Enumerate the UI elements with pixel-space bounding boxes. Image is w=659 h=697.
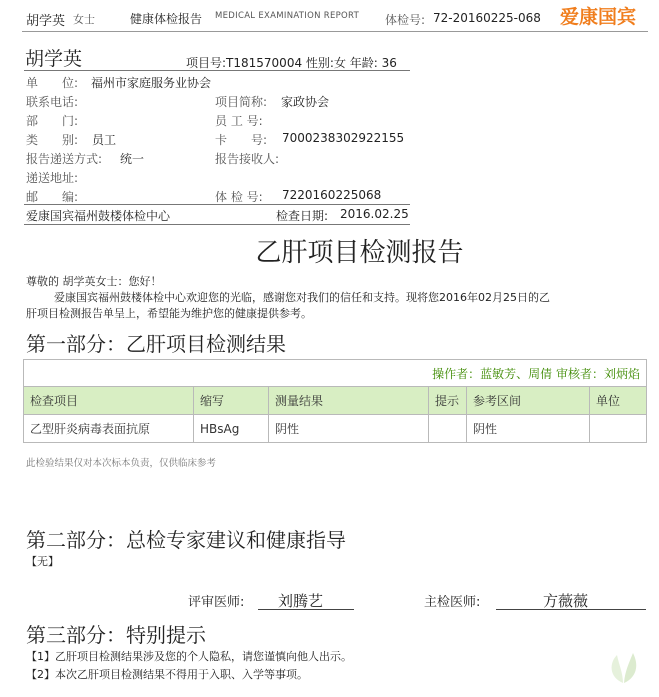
card-value: 7000238302922155 [282, 131, 405, 145]
reviewer-signature: 刘腾艺 [278, 592, 324, 610]
postcode-label: 邮 编: [26, 190, 79, 204]
info-divider [24, 204, 410, 205]
cell-result: 阴性 [269, 415, 429, 443]
reviewer-label: 评审医师: [188, 595, 245, 610]
chief-signature-line [496, 609, 646, 610]
category-label: 类 别: [26, 133, 79, 147]
phone-label: 联系电话: [26, 95, 79, 109]
patient-divider [24, 70, 410, 71]
header-exam-no-label: 体检号: [385, 13, 426, 27]
part2-title: 第二部分：总检专家建议和健康指导 [26, 528, 346, 552]
operator-row [24, 360, 647, 387]
receiver-label: 报告接收人: [215, 152, 280, 166]
leaf-watermark-icon [603, 647, 643, 687]
part3-title: 第三部分：特别提示 [26, 623, 206, 647]
cell-item: 乙型肝炎病毒表面抗原 [24, 415, 194, 443]
part1-title: 第一部分：乙肝项目检测结果 [26, 332, 286, 356]
col-header-hint: 提示 [429, 387, 467, 415]
col-header-item: 检查项目 [24, 387, 194, 415]
patient-name: 胡学英 [25, 48, 83, 70]
staff-label: 员 工 号: [215, 114, 263, 128]
dept-label: 部 门: [26, 114, 79, 128]
exam-no2-label: 体 检 号: [215, 190, 263, 204]
chief-label: 主检医师: [424, 595, 481, 610]
cell-abbr: HBsAg [194, 415, 269, 443]
cell-hint [429, 415, 467, 443]
header-report-title-en: MEDICAL EXAMINATION REPORT [215, 11, 360, 21]
date-value: 2016.02.25 [340, 207, 409, 221]
header-gender-title: 女士 [73, 13, 95, 26]
brand-logo: 爱康国宾 [560, 6, 637, 28]
exam-no2-value: 7220160225068 [282, 188, 382, 202]
result-note: 此检验结果仅对本次标本负责，仅供临床参考 [26, 458, 217, 469]
cell-reference: 阴性 [467, 415, 590, 443]
reviewer-signature-line [258, 609, 354, 610]
header-divider [22, 31, 648, 32]
chief-signature: 方薇薇 [543, 592, 589, 610]
unit-label: 单 位: [26, 76, 79, 90]
greeting-line2: 肝项目检测报告单呈上，希望能为维护您的健康提供参考。 [26, 307, 312, 320]
table-row [24, 415, 647, 443]
address-label: 递送地址: [26, 171, 79, 185]
part3-item1: 【1】乙肝项目检测结果涉及您的个人隐私，请您谨慎向他人出示。 [26, 650, 352, 663]
project-label: 项目简称: [215, 95, 268, 109]
center-name: 爱康国宾福州鼓楼体检中心 [26, 209, 171, 223]
result-table [23, 359, 647, 443]
operator-line: 操作者：蓝敏芳、周倩 审核者：刘炳焰 [24, 360, 647, 387]
header-report-title: 健康体检报告 [130, 12, 203, 26]
date-label: 检查日期: [276, 209, 329, 223]
delivery-label: 报告递送方式: [26, 152, 103, 166]
project-value: 家政协会 [281, 95, 330, 109]
main-title: 乙肝项目检测报告 [255, 238, 464, 268]
greeting-line1: 爱康国宾福州鼓楼体检中心欢迎您的光临，感谢您对我们的信任和支持。现将您2016年02月25日的乙 [54, 291, 550, 304]
greeting-salutation: 尊敬的 胡学英女士：您好！ [26, 275, 162, 288]
card-label: 卡 号: [215, 133, 268, 147]
part2-content: 【无】 [26, 555, 59, 568]
delivery-value: 统一 [120, 152, 145, 166]
col-header-abbr: 缩写 [194, 387, 269, 415]
patient-summary: 项目号:T181570004 性别:女 年龄: 36 [186, 56, 397, 70]
col-header-result: 测量结果 [269, 387, 429, 415]
col-header-unit: 单位 [590, 387, 647, 415]
col-header-reference: 参考区间 [467, 387, 590, 415]
table-header-row [24, 387, 647, 415]
unit-value: 福州市家庭服务业协会 [91, 76, 212, 90]
cell-unit [590, 415, 647, 443]
category-value: 员工 [92, 133, 117, 147]
center-divider [24, 224, 410, 225]
header-name: 胡学英 [26, 14, 66, 29]
header-exam-no: 72-20160225-068 [433, 11, 541, 25]
part3-item2: 【2】本次乙肝项目检测结果不得用于入职、入学等事项。 [26, 668, 308, 681]
